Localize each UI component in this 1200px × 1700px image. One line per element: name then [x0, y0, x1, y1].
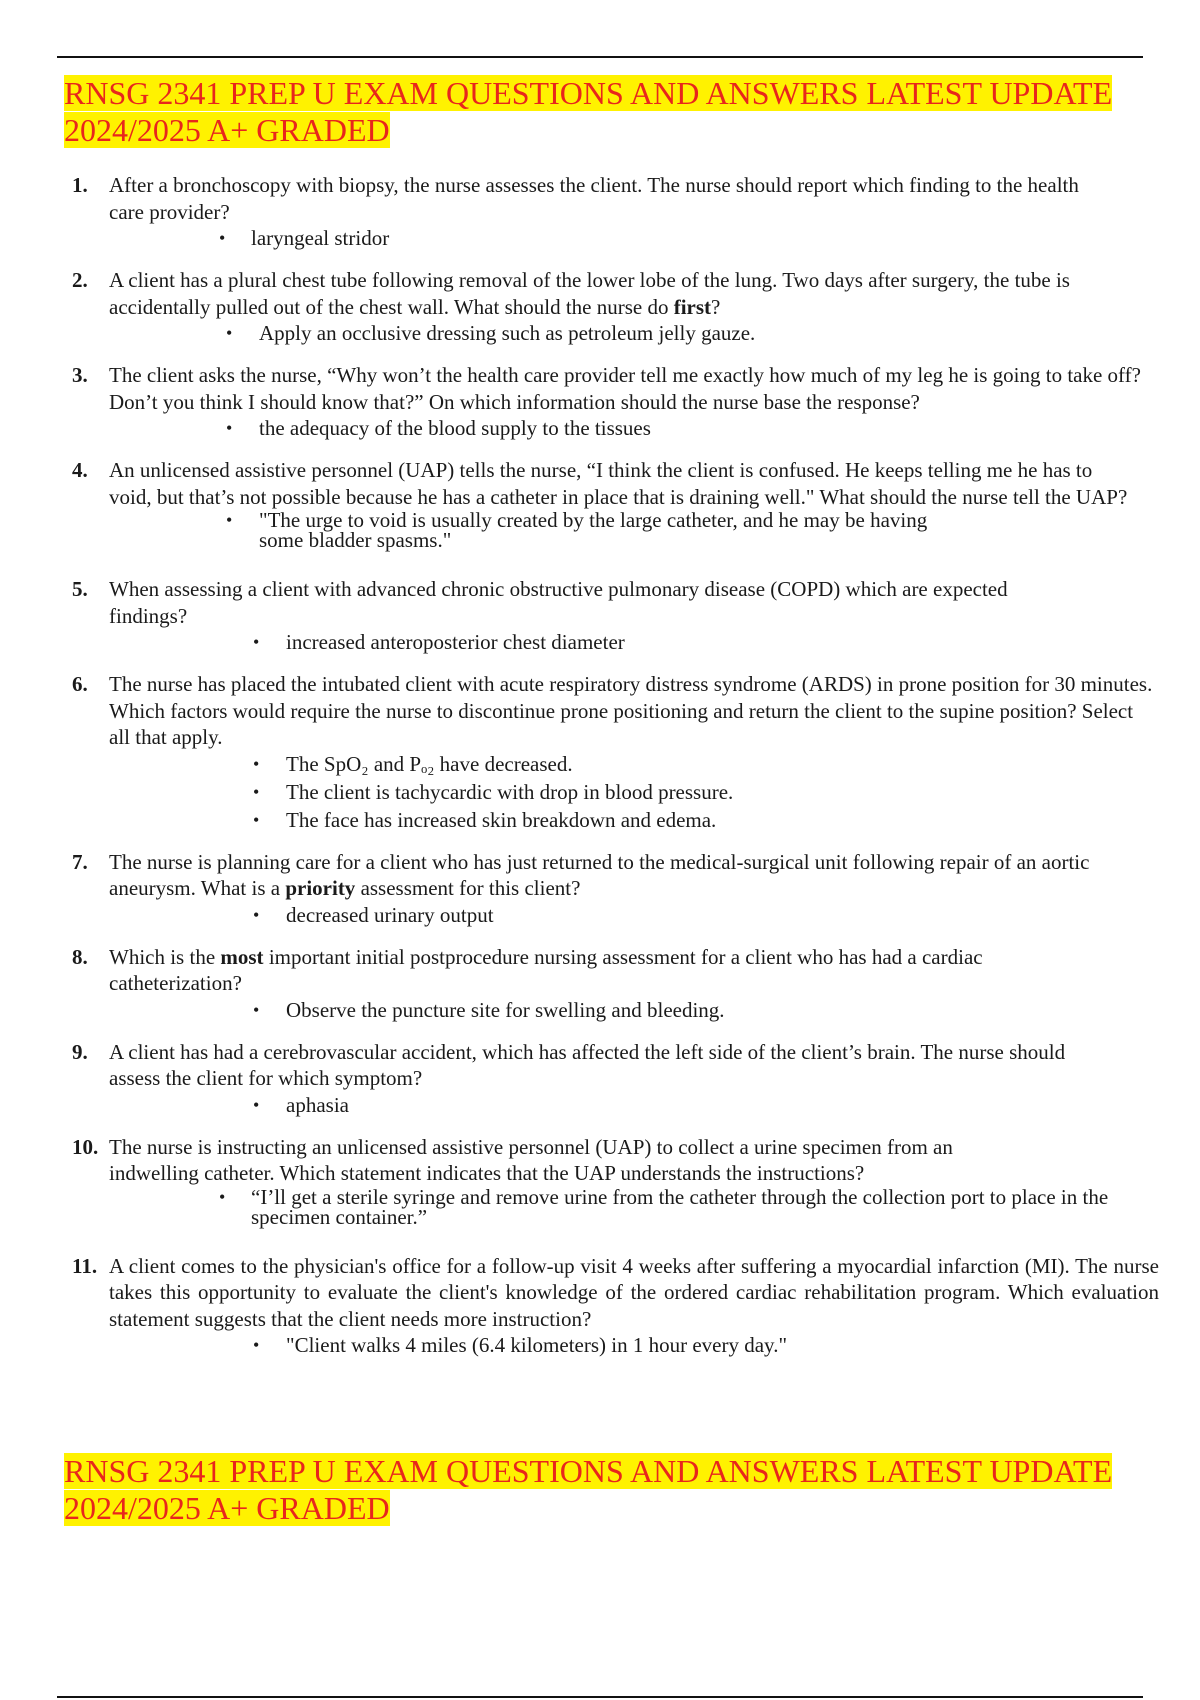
question-list — [72, 172, 1162, 1360]
question-number: 6. — [72, 672, 88, 696]
answer-text: “I’ll get a sterile syringe and remove urine from the catheter through the collection port to place in the specimen container.” — [251, 1184, 1109, 1229]
answer-list — [109, 1092, 1162, 1120]
question-number: 5. — [72, 577, 88, 601]
banner-line-2: 2024/2025 A+ GRADED — [64, 1490, 390, 1526]
answer-list — [109, 902, 1162, 930]
question-text-part: Which is the — [109, 944, 221, 969]
bullet-icon: • — [253, 904, 260, 925]
answer-text: The SpO₂ and Pₒ₂ have decreased. — [286, 751, 573, 776]
question-text: A client has had a cerebrovascular accident, which has affected the left side of the client’s brain. The nurse should assess the client for which symptom? — [109, 1039, 1066, 1090]
question-text-part: assessment for this client? — [355, 876, 581, 900]
question-item — [72, 267, 1162, 348]
question-emphasis: first — [673, 294, 712, 319]
answer-text: The client is tachycardic with drop in blood pressure. — [286, 779, 734, 804]
answer-item — [109, 779, 1162, 807]
question-item — [72, 1039, 1162, 1120]
answer-item — [109, 1184, 1159, 1229]
answer-list — [109, 225, 1162, 253]
answer-list — [109, 997, 1162, 1025]
question-text — [109, 849, 1129, 902]
answer-text: decreased urinary output — [286, 902, 494, 927]
question-text-part: The nurse is planning care for a client who has just returned to the medical-surgical unit following repair of an aortic aneurysm. What is a — [109, 849, 1090, 900]
bullet-icon: • — [253, 781, 260, 802]
answer-text: Observe the puncture site for swelling and bleeding. — [286, 997, 725, 1022]
answer-list — [109, 1332, 1162, 1360]
bullet-icon: • — [226, 510, 233, 530]
question-number: 8. — [72, 944, 88, 969]
question-text: The client asks the nurse, “Why won’t the health care provider tell me exactly how much of my leg he is going to take off? Don’t you think I should know that?” On which information should the nurse base the response? — [109, 363, 1141, 414]
question-text — [109, 944, 1009, 997]
question-emphasis: most — [220, 944, 264, 969]
question-emphasis: priority — [285, 876, 356, 900]
answer-text: Apply an occlusive dressing such as petroleum jelly gauze. — [259, 321, 756, 345]
question-number: 2. — [72, 268, 88, 292]
question-number: 1. — [72, 173, 88, 197]
question-item — [72, 849, 1162, 930]
question-number: 11. — [72, 1253, 98, 1278]
question-item — [72, 362, 1162, 443]
question-number: 10. — [72, 1134, 99, 1159]
answer-text: The face has increased skin breakdown and edema. — [286, 807, 717, 832]
answer-text: increased anteroposterior chest diameter — [286, 630, 625, 654]
answer-text: laryngeal stridor — [251, 226, 390, 250]
question-text — [109, 267, 1119, 320]
answer-item — [109, 807, 1162, 835]
question-item — [72, 1253, 1162, 1361]
banner-line-1: RNSG 2341 PREP U EXAM QUESTIONS AND ANSWERS LATEST UPDATE — [64, 1453, 1113, 1489]
question-item — [72, 457, 1162, 550]
bullet-icon: • — [219, 1186, 226, 1207]
answer-item — [109, 415, 1162, 443]
answer-item — [109, 629, 1162, 657]
banner-line-1: RNSG 2341 PREP U EXAM QUESTIONS AND ANSWERS LATEST UPDATE — [64, 75, 1113, 111]
bullet-icon: • — [253, 1335, 260, 1355]
question-item — [72, 1134, 1162, 1227]
question-number: 4. — [72, 458, 88, 482]
bottom-rule — [57, 1696, 1143, 1698]
question-number: 3. — [72, 363, 88, 387]
question-item — [72, 576, 1162, 657]
question-text: After a bronchoscopy with biopsy, the nurse assesses the client. The nurse should report which finding to the health care provider? — [109, 173, 1079, 224]
question-item — [72, 172, 1162, 253]
bullet-icon: • — [226, 418, 233, 438]
bullet-icon: • — [253, 753, 260, 774]
header-banner — [64, 75, 1144, 149]
bullet-icon: • — [253, 999, 260, 1020]
answer-item — [109, 997, 1162, 1025]
question-text: A client comes to the physician's office for a follow-up visit 4 weeks after suffering a myocardial infarction (MI). The nurse takes this opportunity to evaluate the client's knowledge of the ordered cardiac rehabilitation program. Which evaluation statement suggests that the client needs more instruction? — [109, 1253, 1159, 1331]
answer-text: aphasia — [286, 1092, 349, 1117]
answer-item — [109, 510, 1109, 550]
answer-item — [109, 1332, 1162, 1360]
answer-text: the adequacy of the blood supply to the tissues — [259, 416, 651, 440]
answer-item — [109, 225, 1162, 253]
answer-list — [109, 415, 1162, 443]
bullet-icon: • — [253, 809, 260, 830]
question-text: The nurse has placed the intubated client with acute respiratory distress syndrome (ARDS) in prone position for 30 minutes. Which factors would require the nurse to discontinue prone positioning and return the client to the supine position? Select all that apply. — [109, 672, 1153, 749]
answer-list — [109, 629, 1162, 657]
question-item — [72, 671, 1162, 835]
question-text-part: important initial postprocedure nursing assessment for a client who has had a cardiac catheterization? — [109, 944, 983, 995]
question-text: When assessing a client with advanced chronic obstructive pulmonary disease (COPD) which are expected findings? — [109, 577, 1008, 628]
answer-list — [109, 320, 1162, 348]
bullet-icon: • — [253, 1094, 260, 1115]
answer-item — [109, 1092, 1162, 1120]
banner-line-2: 2024/2025 A+ GRADED — [64, 112, 390, 148]
question-text: The nurse is instructing an unlicensed assistive personnel (UAP) to collect a urine specimen from an indwelling catheter. Which statement indicates that the UAP understands the instructions? — [109, 1134, 953, 1185]
question-text-part: A client has a plural chest tube following removal of the lower lobe of the lung. Two days after surgery, the tube is accidentally pulled out of the chest wall. What should the nurse do — [109, 268, 1070, 319]
question-item — [72, 944, 1162, 1025]
bullet-icon: • — [226, 323, 233, 343]
bullet-icon: • — [253, 632, 260, 652]
bullet-icon: • — [219, 228, 226, 248]
question-text: An unlicensed assistive personnel (UAP) tells the nurse, “I think the client is confused. He keeps telling me he has to void, but that’s not possible because he has a catheter in place that is draining well." What should the nurse tell the UAP? — [109, 458, 1128, 509]
footer-banner — [64, 1453, 1144, 1527]
top-rule — [57, 56, 1143, 58]
answer-list — [109, 510, 1162, 550]
answer-item — [109, 751, 1162, 779]
question-number: 7. — [72, 849, 88, 874]
question-number: 9. — [72, 1039, 88, 1064]
answer-list — [109, 1184, 1162, 1229]
question-text-part: ? — [711, 294, 721, 319]
answer-text: "Client walks 4 miles (6.4 kilometers) in 1 hour every day." — [286, 1333, 788, 1357]
answer-item — [109, 320, 1162, 348]
answer-list — [109, 751, 1162, 835]
answer-text: "The urge to void is usually created by the large catheter, and he may be having some bladder spasms." — [259, 508, 928, 552]
answer-item — [109, 902, 1162, 930]
